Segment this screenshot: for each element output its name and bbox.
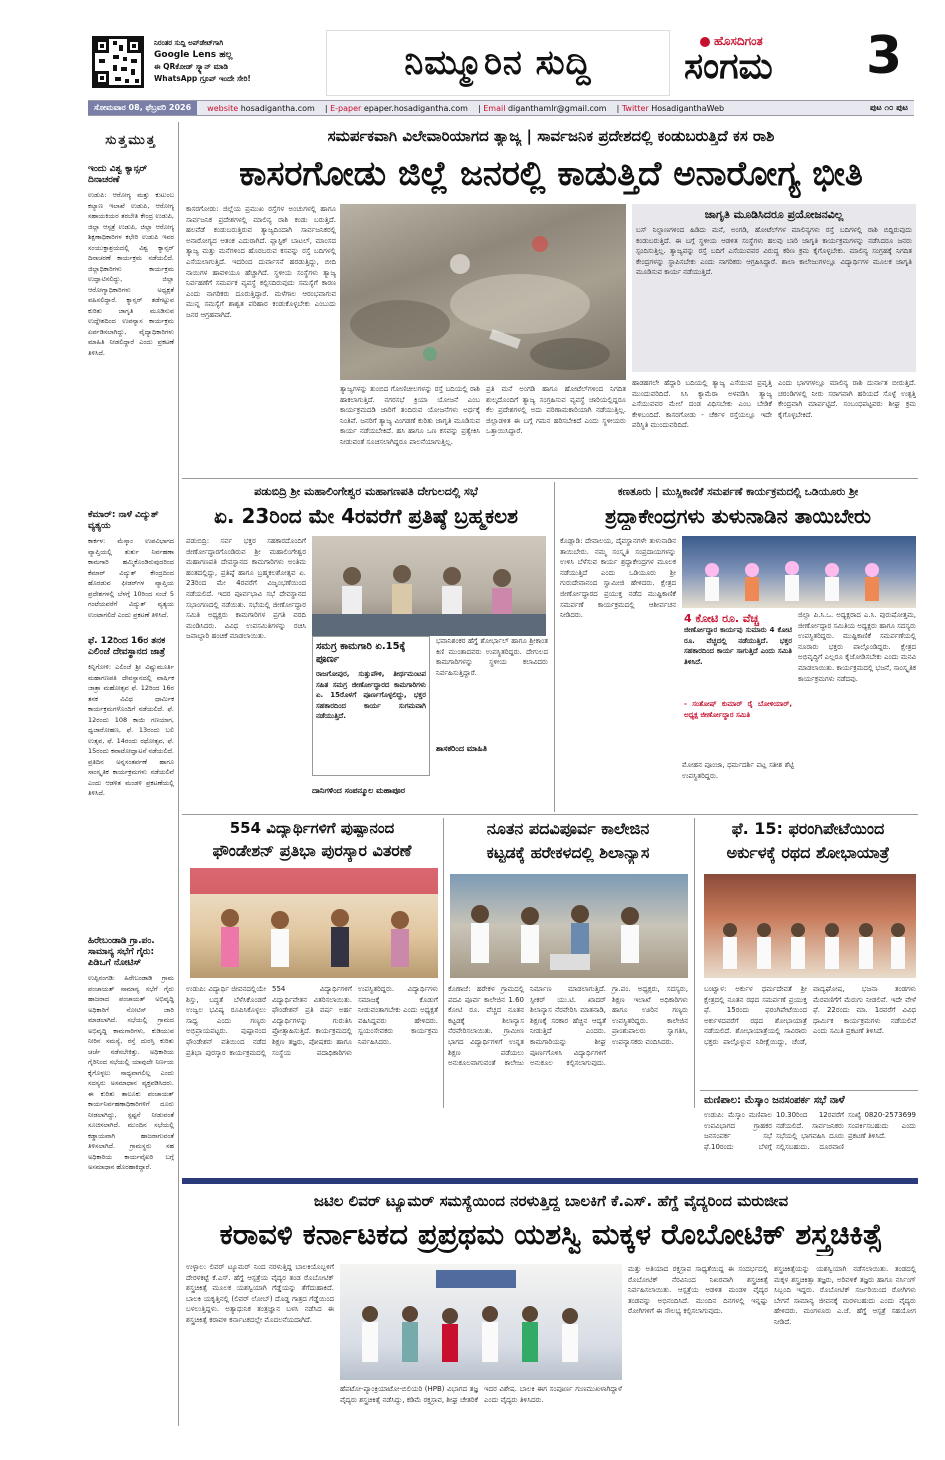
sidebar-item-head: ಹಿರೇಬಂಡಾಡಿ ಗ್ರಾ.ಪಂ. ಸಾಮಾನ್ಯ ಸಭೆಗೆ ಗೈರು: ಪಿಡಿಒಗೆ ನೋಟಿಸ್ [88, 936, 155, 968]
website-label: website [207, 103, 239, 113]
temple-text: ಪಡುಬಿದ್ರಿ: ಸರ್ವ ಭಕ್ತರ ಸಹಕಾರದೊಂದಿಗೆ ಜೀರ್ಣೋದ್ಧಾರಗೊಂಡಿರುವ ಶ್ರೀ ಮಹಾಲಿಂಗೇಶ್ವರ ಮಹಾಗಣಪತಿ ದೇವಸ್ಥಾನದ ಕಾಮಗಾರಿಗಳು ಅಂತಿಮ ಹಂತದಲ್ಲಿದ್ದು, ಪ್ರತಿಷ್ಠೆ ಹಾಗೂ ಬ್ರಹ್ಮಕಲಶೋತ್ಸವ ಏ. 23ರಿಂದ ಮೇ 4ರವರೆಗೆ ವಿಜೃಂಭಣೆಯಿಂದ ನಡೆಯಲಿದೆ. ಇದರ ಪೂರ್ವಭಾವಿ ಸಭೆ ದೇವಸ್ಥಾನದ ಸಭಾಂಗಣದಲ್ಲಿ ನಡೆಯಿತು. ಸಭೆಯಲ್ಲಿ ಜೀರ್ಣೋದ್ಧಾರ ಸಮಿತಿ ಅಧ್ಯಕ್ಷರು ಕಾಮಗಾರಿಗಳ ಪ್ರಗತಿ ವರದಿ ಮಂಡಿಸಿದರು. ವಿವಿಧ ಉಪಸಮಿತಿಗಳನ್ನು ರಚಿಸಿ ಜವಾಬ್ದಾರಿ ಹಂಚಿಕೆ ಮಾಡಲಾಯಿತು. [186, 537, 306, 641]
college-headline-2: ಕಟ್ಟಡಕ್ಕೆ ಹರೇಕಳದಲ್ಲಿ ಶಿಲಾನ್ಯಾಸ [486, 843, 650, 862]
rath-headline-2: ಅರ್ಕುಳಕ್ಕೆ ರಥದ ಶೋಭಾಯಾತ್ರೆ [726, 843, 890, 862]
garbage-photo [340, 204, 626, 380]
page-number: 3 [866, 26, 903, 86]
karkala-text: ಮೋಹನ ಪೂಂಜಾ, ಧರ್ಮದರ್ಶಿ ಪಟ್ಲ ಸತೀಶ ಶೆಟ್ಟಿ ಉಪಸ್ಥಿತರಿದ್ದರು. [682, 761, 794, 780]
section-name: ಸಂಗಮ [684, 46, 773, 87]
karkala-text: ಕೊಡ್ಲಾಡಿ: ದೇವಾಲಯ, ದೈವಸ್ಥಾನಗಳೇ ತುಳುನಾಡಿನ ತಾಯಿಬೇರು. ನಮ್ಮ ಸಂಸ್ಕೃತಿ ಸಂಪ್ರದಾಯಗಳನ್ನು ಉಳಿಸಿ ಬೆಳೆಸುವ ಕಾರ್ಯ ಶ್ರದ್ಧಾಕೇಂದ್ರಗಳ ಮೂಲಕ ನಡೆಯುತ್ತಿದೆ ಎಂದು ಒಡಿಯೂರು ಶ್ರೀ ಗುರುದೇವಾನಂದ ಸ್ವಾಮೀಜಿ ಹೇಳಿದರು. ಕ್ಷೇತ್ರದ ಜೀರ್ಣೋದ್ಧಾರದ ಪ್ರಯುಕ್ತ ನಡೆದ ಮುಷ್ಟಿಕಾಣಿಕೆ ಸಮರ್ಪಣೆ ಕಾರ್ಯಕ್ರಮದಲ್ಲಿ ಆಶೀರ್ವಚನ ನೀಡಿದರು. [560, 537, 676, 620]
masthead-title: ನಿಮ್ಮೂರಿನ ಸುದ್ದಿ [404, 43, 592, 83]
karkala-text: ಜಿಲ್ಲಾ ಪಿ.ಸಿ.ಒ. ಅಧ್ಯಕ್ಷರಾದ ಎ.ಸಿ. ಪುರುಷೋತ್ತಮ, ಜೀರ್ಣೋದ್ಧಾರ ಸಮಿತಿಯ ಅಧ್ಯಕ್ಷರು ಹಾಗೂ ಸದಸ್ಯರು ಉಪಸ್ಥಿತರಿದ್ದರು. ಮುಷ್ಟಿಕಾಣಿಕೆ ಸಮರ್ಪಣೆಯಲ್ಲಿ ನೂರಾರು ಭಕ್ತರು ಪಾಲ್ಗೊಂಡಿದ್ದರು. ಕ್ಷೇತ್ರದ ಅಭಿವೃದ್ಧಿಗೆ ಎಲ್ಲರೂ ಕೈಜೋಡಿಸಬೇಕು ಎಂದು ಮನವಿ ಮಾಡಲಾಯಿತು. ಕಾರ್ಯಕ್ರಮದಲ್ಲಿ ಭಜನೆ, ಸಾಂಸ್ಕೃತಿಕ ಕಾರ್ಯಕ್ರಮಗಳು ನಡೆದವು. [798, 611, 916, 683]
foundation-stone-icon [450, 874, 688, 978]
karkala-kicker: ಕಣತೂರು | ಮುಸ್ಲಿಕಾಣಿಕೆ ಸಮರ್ಪಣೆ ಕಾರ್ಯಕ್ರಮದಲ್ಲಿ ಒಡಿಯೂರು ಶ್ರೀ [617, 486, 859, 498]
rath-headline-1: ಫೆ. 15: ಫರಂಗಿಪೇಟೆಯಿಂದ [731, 819, 885, 838]
karkala-headline: ಶ್ರದ್ಧಾಕೇಂದ್ರಗಳು ತುಳುನಾಡಿನ ತಾಯಿಬೇರು [605, 504, 871, 528]
sidebar-item [88, 510, 174, 632]
robotic-headline: ಕರಾವಳಿ ಕರ್ನಾಟಕದ ಪ್ರಪ್ರಥಮ ಯಶಸ್ವಿ ಮಕ್ಕಳ ರೊಬೋಟಿಕ್ ಶಸ್ತ್ರಚಿಕಿತ್ಸೆ [219, 1217, 883, 1251]
lead-box-title: ಜಾಗೃತಿ ಮೂಡಿಸಿದರೂ ಪ್ರಯೋಜನವಿಲ್ಲ [704, 208, 844, 221]
sidebar-item-head: ಇಂದು ವಿಶ್ವ ಕ್ಯಾನ್ಸರ್ ದಿನಾಚರಣೆ [88, 164, 148, 185]
temple-sub-head: ದಾನಿಗಳಿಂದ ಸಂಪನ್ಮೂಲ ಮಹಾಪೂರ [312, 786, 405, 795]
lead-text: ತ್ಯಾಜ್ಯಗಳನ್ನು ತುಂಬಿದ ಗೋಣಿಚೀಲಗಳನ್ನು ರಸ್ತೆ ಬದಿಯಲ್ಲಿ ರಾಶಿ ಹಾಕಲಾಗುತ್ತಿದೆ. ನಗರಸಭೆ ಕ್ರಿಯಾ ಯೋಜನೆ ಎಂಬ ಕಾರ್ಯಕ್ರಮದಡಿ ಜಾರಿಗೆ ತಂದಿರುವ ಯೋಜನೆಗಳು ಅರ್ಧಕ್ಕೆ ನಿಂತಿವೆ. ಜನರಿಗೆ ತ್ಯಾಜ್ಯ ವಿಂಗಡಣೆ ಕುರಿತು ಜಾಗೃತಿ ಮೂಡಿಸುವ ಕಾರ್ಯ ನಡೆಯಬೇಕಿದೆ. ಹಸಿ ಹಾಗೂ ಒಣ ಕಸವನ್ನು ಪ್ರತ್ಯೇಕಿಸಿ ನೀಡುವಂತೆ ಸೂಚಿಸಲಾಗಿದ್ದರೂ ಪಾಲನೆಯಾಗುತ್ತಿಲ್ಲ. [340, 385, 480, 446]
sidebar [88, 122, 174, 1426]
sidebar-divider [178, 122, 179, 1426]
robotic-kicker: ಜಟಿಲ ಲಿವರ್ ಟ್ಯೂಮರ್ ಸಮಸ್ಯೆಯಿಂದ ನರಳುತ್ತಿದ್ದ ಬಾಲಕಿಗೆ ಕೆ.ಎಸ್. ಹೆಗ್ಡೆ ವೈದ್ಯರಿಂದ ಮರುಜೀವ [313, 1192, 789, 1210]
notice-text: ಉಡುಪಿ: ಮೆಸ್ಕಾಂ ಮಣಿಪಾಲ ಉಪವಿಭಾಗದ ಗ್ರಾಹಕರ ಜನಸಂಪರ್ಕ ಸಭೆ ಫೆ.10ರಂದು ಬೆಳಗ್ಗೆ 10.30ರಿಂದ 12ರವರೆಗೆ ನಡೆಯಲಿದೆ. ಸಾರ್ವಜನಿಕರು ಸಭೆಯಲ್ಲಿ ಭಾಗವಹಿಸಿ ದೂರು ಸಲ್ಲಿಸಬಹುದು. ದೂರವಾಣಿ ಸಂಖ್ಯೆ 0820-2573699 ಸಂಪರ್ಕಿಸಬಹುದು ಎಂದು ಪ್ರಕಟಣೆ ತಿಳಿಸಿದೆ. [704, 1111, 916, 1151]
epaper-info: | E-paper epaper.hosadigantha.com [324, 103, 468, 113]
twitter-label: Twitter [621, 103, 649, 113]
meeting-people-icon [312, 536, 546, 636]
brand-circle-icon [700, 37, 710, 47]
robotic-text: ಮತ್ತು ಅತಿಯಾದ ರಕ್ತಸ್ರಾವ ಸಾಧ್ಯತೆಯಿದ್ದ ಈ ಸಂದರ್ಭದಲ್ಲಿ ರೊಬೋಟಿಕ್ ನೆರವಿನಿಂದ ನಿಖರವಾಗಿ ಶಸ್ತ್ರಚಿಕಿತ್ಸೆ ನಿರ್ವಹಿಸಲಾಯಿತು. ಆಸ್ಪತ್ರೆಯ ಆಡಳಿತ ಮಂಡಳಿ ವೈದ್ಯರ ತಂಡವನ್ನು ಅಭಿನಂದಿಸಿದೆ. ಮುಂದಿನ ದಿನಗಳಲ್ಲಿ ಇನ್ನಷ್ಟು ರೋಗಿಗಳಿಗೆ ಈ ಸೌಲಭ್ಯ ಕಲ್ಪಿಸಲಾಗುವುದು. [628, 1265, 768, 1316]
temple-text: ಭವಾನಿಶಂಕರ ಹೆಗ್ಡೆ ಶೋರ್ಭಾಲ್ ಹಾಗೂ ಶ್ರೀಕಾಂತ ಕಿಣಿ ಮುಂತಾದವರು ಉಪಸ್ಥಿತರಿದ್ದರು. ದೇಗುಲದ ಕಾಮಗಾರಿಗಳನ್ನು ಸ್ಥಳೀಯ ಕಲಾವಿದರು ನಿರ್ವಹಿಸುತ್ತಿದ್ದಾರೆ. [436, 637, 548, 677]
sidebar-title [88, 122, 174, 158]
scholarship-photo [190, 868, 438, 978]
bottom-bar [182, 1178, 918, 1184]
scholarship-headline-2: ಫೌಂಡೇಶನ್ ಪ್ರತಿಭಾ ಪುರಸ್ಕಾರ ವಿತರಣೆ [212, 841, 412, 860]
rath-photo [704, 874, 916, 978]
lead-text: ಪ್ರತಿ ಮನೆ ಅಂಗಡಿ ಹಾಗೂ ಹೋಟೆಲ್‌ಗಳಿಂದ ನಿಗದಿತ ಶುಲ್ಕದೊಂದಿಗೆ ತ್ಯಾಜ್ಯ ಸಂಗ್ರಹಿಸುವ ವ್ಯವಸ್ಥೆ ಜಾರಿಯಲ್ಲಿದ್ದರೂ ಕೆಲ ಪ್ರದೇಶಗಳಲ್ಲಿ ಅದು ಪರಿಣಾಮಕಾರಿಯಾಗಿ ನಡೆಯುತ್ತಿಲ್ಲ. ಜಿಲ್ಲಾಡಳಿತ ಈ ಬಗ್ಗೆ ಗಮನ ಹರಿಸಬೇಕಿದೆ ಎಂದು ಸ್ಥಳೀಯರು ಒತ್ತಾಯಿಸಿದ್ದಾರೆ. [486, 385, 626, 436]
info-bar [88, 100, 914, 116]
temple-sub-head: ಶಾಸಕರಿಂದ ಮಾಹಿತಿ [436, 744, 487, 753]
robotic-text: ಉಳ್ಳಾಲ: ಲಿವರ್ ಟ್ಯೂಮರ್ ನಿಂದ ನರಳುತ್ತಿದ್ದ ಬಾಲಕಿಯೊಬ್ಬಳಿಗೆ ದೇರಳಕಟ್ಟೆ ಕೆ.ಎಸ್. ಹೆಗ್ಡೆ ಆಸ್ಪತ್ರೆಯ ವೈದ್ಯರ ತಂಡ ರೊಬೋಟಿಕ್ ಶಸ್ತ್ರಚಿಕಿತ್ಸೆ ಮೂಲಕ ಯಶಸ್ವಿಯಾಗಿ ಗೆಡ್ಡೆಯನ್ನು ತೆಗೆದುಹಾಕಿದೆ. ಬಾಲಕಿ ಯಕೃತ್ತಿನಲ್ಲಿ (ಲಿವರ್ ಲೋಬ್) ದೊಡ್ಡ ಗಾತ್ರದ ಗೆಡ್ಡೆಯಿಂದ ಬಳಲುತ್ತಿದ್ದಳು. ಅತ್ಯಾಧುನಿಕ ತಂತ್ರಜ್ಞಾನ ಬಳಸಿ ನಡೆಸಿದ ಈ ಶಸ್ತ್ರಚಿಕಿತ್ಸೆ ಕರಾವಳಿ ಕರ್ನಾಟಕದಲ್ಲೇ ಮೊದಲನೆಯದಾಗಿದೆ. [186, 1263, 334, 1324]
scholarship-headline-1: 554 ವಿದ್ಯಾರ್ಥಿಗಳಿಗೆ ಪುಷ್ಪಾನಂದ [229, 819, 395, 837]
twitter-info: | Twitter HosadiganthaWeb [616, 103, 725, 113]
sidebar-item-text: ಕಾರ್ಕಳ: ಮೆಸ್ಕಾಂ ಉಪವಿಭಾಗದ ವ್ಯಾಪ್ತಿಯಲ್ಲಿ ತುರ್ತು ನಿರ್ವಹಣಾ ಕಾಮಗಾರಿ ಹಮ್ಮಿಕೊಂಡಿರುವುದರಿಂದ ಕೆಮಾರ್ ವಿದ್ಯುತ್ ಕೇಂದ್ರದಿಂದ ಹೊರಡುವ ಫೀಡರ್‌ಗಳ ವ್ಯಾಪ್ತಿಯ ಪ್ರದೇಶಗಳಲ್ಲಿ ಬೆಳಗ್ಗೆ 10ರಿಂದ ಸಂಜೆ 5 ಗಂಟೆಯವರೆಗೆ ವಿದ್ಯುತ್ ವ್ಯತ್ಯಯ ಉಂಟಾಗಲಿದೆ ಎಂದು ಪ್ರಕಟಣೆ ತಿಳಿಸಿದೆ. [88, 537, 174, 619]
stage-event-icon [682, 536, 916, 608]
lead-text: ಕಾಸರಗೋಡು: ಜಿಲ್ಲೆಯ ಪ್ರಮುಖ ರಸ್ತೆಗಳ ಅಂಚುಗಳಲ್ಲಿ ಹಾಗೂ ಸಾರ್ವಜನಿಕ ಪ್ರದೇಶಗಳಲ್ಲಿ ಮಾಲಿನ್ಯ ರಾಶಿ ಕಂಡು ಬರುತ್ತಿದೆ. ಹಲವೆಡೆ ಕಂಡುಬರುತ್ತಿರುವ ತ್ಯಾಜ್ಯದಿಂದಾಗಿ ಸಾರ್ವಜನಿಕರಲ್ಲಿ ಅನಾರೋಗ್ಯದ ಆತಂಕ ಎದುರಾಗಿದೆ. ಪ್ಲಾಸ್ಟಿಕ್ ಬಾಟಲ್, ಮಾಂಸದ ತ್ಯಾಜ್ಯ ಮತ್ತು ಮನೆಗಳಿಂದ ಹೊರಬರುವ ಕಸವನ್ನು ರಸ್ತೆ ಬದಿಗಳಲ್ಲಿ ಎಸೆಯಲಾಗುತ್ತಿದೆ. ಇದರಿಂದ ದುರ್ವಾಸನೆ ಹರಡುತ್ತಿದ್ದು, ಬೀದಿ ನಾಯಿಗಳ ಹಾವಳಿಯೂ ಹೆಚ್ಚಾಗಿದೆ. ಸ್ಥಳೀಯ ಸಂಸ್ಥೆಗಳು ತ್ಯಾಜ್ಯ ನಿರ್ವಹಣೆಗೆ ಸಮರ್ಪಕ ವ್ಯವಸ್ಥೆ ಕಲ್ಪಿಸದಿರುವುದು ಸಮಸ್ಯೆಗೆ ಕಾರಣ ಎಂದು ನಾಗರಿಕರು ದೂರುತ್ತಿದ್ದಾರೆ. ಮಳೆಗಾಲ ಆರಂಭವಾಗುವ ಮುನ್ನ ಸಮಸ್ಯೆಗೆ ಶಾಶ್ವತ ಪರಿಹಾರ ಕಂಡುಕೊಳ್ಳಬೇಕು ಎಂಬುದು ಜನರ ಆಗ್ರಹವಾಗಿದೆ. [186, 205, 336, 319]
lead-headline: ಕಾಸರಗೋಡು ಜಿಲ್ಲೆ ಜನರಲ್ಲಿ ಕಾಡುತ್ತಿದೆ ಅನಾರೋಗ್ಯ ಭೀತಿ [239, 154, 863, 194]
qr-code-icon [95, 39, 141, 85]
column-divider [554, 482, 555, 812]
temple-box-title: ಸಮಗ್ರ ಕಾಮಗಾರಿ ಏ.15ಕ್ಕೆ ಪೂರ್ಣ [316, 641, 406, 665]
temple-meeting-photo [312, 536, 546, 636]
college-foundation-photo [450, 874, 688, 978]
sidebar-item [88, 936, 174, 1373]
qr-line: Google Lens ಹಲ್ಲ [154, 49, 233, 60]
procession-group-icon [704, 874, 916, 978]
sidebar-item [88, 636, 174, 932]
notice-divider [700, 1090, 918, 1091]
robotic-text: ಶಸ್ತ್ರಚಿಕಿತ್ಸೆಯನ್ನು ಯಶಸ್ವಿಯಾಗಿ ನಡೆಸಲಾಯಿತು. ತಂಡದಲ್ಲಿ ಮಕ್ಕಳ ಶಸ್ತ್ರಚಿಕಿತ್ಸಾ ತಜ್ಞರು, ಅರಿವಳಿಕೆ ತಜ್ಞರು ಹಾಗೂ ನರ್ಸಿಂಗ್ ಸಿಬ್ಬಂದಿ ಇದ್ದರು. ರೊಬೋಟಿಕ್ ಸರ್ಜರಿಯಿಂದ ರೋಗಿಗಳು ಬೇಗನೆ ಸಾಮಾನ್ಯ ಜೀವನಕ್ಕೆ ಮರಳಬಹುದು ಎಂದು ವೈದ್ಯರು ಹೇಳಿದರು. ಮಂಗಳೂರು ಎ.ಜೆ. ಹೆಗ್ಡೆ ಆಸ್ಪತ್ರೆ ಸಹಯೋಗ ನೀಡಿದೆ. [774, 1265, 916, 1326]
section-divider [182, 814, 918, 815]
qr-line: WhatsApp ಗ್ರೂಪ್ ಇಂದೇ ಸೇರಿ! [154, 73, 251, 83]
epaper-link[interactable]: epaper.hosadigantha.com [363, 103, 468, 113]
sidebar-item-text: ಉಪ್ಪಿನಂಗಡಿ: ಹಿರೇಬಂಡಾಡಿ ಗ್ರಾಮ ಪಂಚಾಯತ್ ಸಾಮಾನ್ಯ ಸಭೆಗೆ ಗೈರು ಹಾಜರಾದ ಪಂಚಾಯತ್ ಅಭಿವೃದ್ಧಿ ಅಧಿಕಾರಿಗೆ ನೋಟಿಸ್ ಜಾರಿ ಮಾಡಲಾಗಿದೆ. ಸಭೆಯಲ್ಲಿ ಗ್ರಾಮದ ಅಭಿವೃದ್ಧಿ ಕಾಮಗಾರಿಗಳು, ಕುಡಿಯುವ ನೀರಿನ ಸಮಸ್ಯೆ, ರಸ್ತೆ ದುರಸ್ತಿ ಕುರಿತು ಚರ್ಚೆ ನಡೆಸಬೇಕಿತ್ತು. ಅಧಿಕಾರಿಯ ಗೈರಿನಿಂದ ಸಭೆಯಲ್ಲಿ ಯಾವುದೇ ನಿರ್ಣಯ ಕೈಗೊಳ್ಳಲು ಸಾಧ್ಯವಾಗಲಿಲ್ಲ ಎಂದು ಸದಸ್ಯರು ಅಸಮಾಧಾನ ವ್ಯಕ್ತಪಡಿಸಿದರು. ಈ ಕುರಿತು ತಾಲೂಕು ಪಂಚಾಯತ್ ಕಾರ್ಯನಿರ್ವಹಣಾಧಿಕಾರಿಗಳಿಗೆ ದೂರು ನೀಡಲಾಗಿದ್ದು, ಸ್ಪಷ್ಟನೆ ನೀಡುವಂತೆ ಸೂಚಿಸಲಾಗಿದೆ. ಮುಂದಿನ ಸಭೆಯಲ್ಲಿ ಕಡ್ಡಾಯವಾಗಿ ಹಾಜರಾಗುವಂತೆ ತಿಳಿಸಲಾಗಿದೆ. ಗ್ರಾಮಸ್ಥರು ಸಹ ಅಧಿಕಾರಿಯ ಕಾರ್ಯವೈಖರಿ ಬಗ್ಗೆ ಅಸಮಾಧಾನ ಹೊರಹಾಕಿದ್ದಾರೆ. [88, 974, 174, 1171]
temple-kicker: ಪಡುಬಿದ್ರಿ ಶ್ರೀ ಮಹಾಲಿಂಗೇಶ್ವರ ಮಹಾಗಣಪತಿ ದೇಗುಲದಲ್ಲಿ ಸಭೆ [254, 485, 478, 498]
karkala-box [682, 610, 794, 744]
karkala-box-text: ಜೀರ್ಣೋದ್ಧಾರ ಕಾರ್ಯವು ಸುಮಾರು 4 ಕೋಟಿ ರೂ. ವೆಚ್ಚದಲ್ಲಿ ನಡೆಯುತ್ತಿದೆ. ಭಕ್ತರ ಸಹಕಾರದಿಂದ ಕಾರ್ಯ ಸಾಗುತ್ತಿದೆ ಎಂದು ಸಮಿತಿ ತಿಳಿಸಿದೆ. [684, 626, 792, 666]
robotic-team-photo [340, 1264, 622, 1380]
column-divider [443, 818, 444, 1108]
email-label: Email [483, 103, 506, 113]
notice-title: ಮಣಿಪಾಲ: ಮೆಸ್ಕಾಂ ಜನಸಂಪರ್ಕ ಸಭೆ ನಾಳೆ [704, 1095, 845, 1106]
column-divider [694, 818, 695, 1108]
lead-text: ಹಾಡಹಗಲೇ ಹೆದ್ದಾರಿ ಬದಿಯಲ್ಲಿ ತ್ಯಾಜ್ಯ ಎಸೆಯುವ ಪ್ರವೃತ್ತಿ ಮುಂದುವರಿದಿದೆ. ಸಿಸಿ ಕ್ಯಾಮೆರಾ ಅಳವಡಿಸಿ ತ್ಯಾಜ್ಯ ಎಸೆಯುವವರ ಮೇಲೆ ದಂಡ ವಿಧಿಸಬೇಕು ಎಂಬ ಬೇಡಿಕೆ ಕೇಳಿಬಂದಿದೆ. ಕಾಸರಗೋಡು - ಚೆರ್ಕಳ ರಸ್ತೆಯಲ್ಲೂ ಇದೇ ಪರಿಸ್ಥಿತಿ ಮುಂದುವರಿದಿದೆ. [632, 379, 772, 430]
temple-headline: ಏ. 23ರಿಂದ ಮೇ 4ರವರೆಗೆ ಪ್ರತಿಷ್ಠೆ ಬ್ರಹ್ಮಕಲಶ [213, 504, 519, 528]
sidebar-item-head: ಫೆ. 12ರಿಂದ 16ರ ತನಕ ಎಲಿಂಜೆ ದೇವಸ್ಥಾನದ ಜಾತ್ರೆ [88, 636, 166, 657]
scholarship-text: ಉಡುಪಿ: ವಿದ್ಯಾರ್ಥಿ ಜೀವನದಲ್ಲಿಯೇ ಶಿಸ್ತು, ಬದ್ಧತೆ ಬೆಳೆಸಿಕೊಂಡರೆ ಉಜ್ವಲ ಭವಿಷ್ಯ ರೂಪಿಸಿಕೊಳ್ಳಲು ಸಾಧ್ಯ ಎಂದು ಗಣ್ಯರು ಅಭಿಪ್ರಾಯಪಟ್ಟರು. ಪುಷ್ಪಾನಂದ ಫೌಂಡೇಶನ್ ವತಿಯಿಂದ ನಡೆದ ಪ್ರತಿಭಾ ಪುರಸ್ಕಾರ ಕಾರ್ಯಕ್ರಮದಲ್ಲಿ 554 ವಿದ್ಯಾರ್ಥಿಗಳಿಗೆ ವಿದ್ಯಾರ್ಥಿವೇತನ ವಿತರಿಸಲಾಯಿತು. ಫೌಂಡೇಶನ್ ಪ್ರತಿ ವರ್ಷ ಅರ್ಹ ವಿದ್ಯಾರ್ಥಿಗಳನ್ನು ಗುರುತಿಸಿ ಪ್ರೋತ್ಸಾಹಿಸುತ್ತಿದೆ. ಕಾರ್ಯಕ್ರಮದಲ್ಲಿ ಶಿಕ್ಷಣ ತಜ್ಞರು, ಪೋಷಕರು ಹಾಗೂ ಸಂಸ್ಥೆಯ ಪದಾಧಿಕಾರಿಗಳು ಉಪಸ್ಥಿತರಿದ್ದರು. ವಿದ್ಯಾರ್ಥಿಗಳು ಸಮಾಜಕ್ಕೆ ಕೊಡುಗೆ ನೀಡುವಂತಾಗಬೇಕು ಎಂದು ಅಧ್ಯಕ್ಷತೆ ವಹಿಸಿದ್ದವರು ಹೇಳಿದರು. ಸ್ವಯಂಸೇವಕರು ಕಾರ್ಯಕ್ರಮ ನಿರ್ವಹಿಸಿದರು. [186, 985, 438, 1057]
email-info: | Email diganthamlr@gmail.com [477, 103, 607, 113]
karkala-box-title: 4 ಕೋಟಿ ರೂ. ವೆಚ್ಚ [684, 612, 760, 625]
award-ceremony-icon [190, 868, 438, 978]
temple-box [312, 636, 430, 776]
qr-instructions [154, 38, 324, 84]
temple-box-text: ರಾಜಗೋಪುರ, ಸುತ್ತುಪೌಳಿ, ತೀರ್ಥಮಂಟಪ ಸಹಿತ ಸಮಗ್ರ ಜೀರ್ಣೋದ್ಧಾರದ ಕಾಮಗಾರಿಗಳು ಏ. 15ರೊಳಗೆ ಪೂರ್ಣಗೊಳ್ಳಲಿದ್ದು, ಭಕ್ತರ ಸಹಕಾರದಿಂದ ಕಾರ್ಯ ಸುಗಮವಾಗಿ ನಡೆಯುತ್ತಿದೆ. [316, 670, 426, 721]
qr-line: ಈ QRಕೋಡ್ ಸ್ಕ್ಯಾನ್ ಮಾಡಿ [154, 62, 229, 71]
sidebar-item-text: ಕಿನ್ನಿಗೋಳಿ: ಎಲಿಂಜೆ ಶ್ರೀ ವಿಷ್ಣುಮೂರ್ತಿ ಮಹಾಗಣಪತಿ ದೇವಸ್ಥಾನದಲ್ಲಿ ವಾರ್ಷಿಕ ಜಾತ್ರಾ ಮಹೋತ್ಸವ ಫೆ. 12ರಿಂದ 16ರ ತನಕ ವಿವಿಧ ಧಾರ್ಮಿಕ ಕಾರ್ಯಕ್ರಮಗಳೊಂದಿಗೆ ನಡೆಯಲಿದೆ. ಫೆ. 12ರಂದು 108 ಕಾಯಿ ಗಣಯಾಗ, ಧ್ವಜಾರೋಹಣ, ಫೆ. 13ರಂದು ಬಲಿ ಉತ್ಸವ, ಫೆ. 14ರಂದು ರಥೋತ್ಸವ, ಫೆ. 15ರಂದು ಕವಾಟೋದ್ಘಾಟನೆ ನಡೆಯಲಿದೆ. ಪ್ರತಿದಿನ ಅನ್ನಸಂತರ್ಪಣೆ ಹಾಗೂ ಸಾಂಸ್ಕೃತಿಕ ಕಾರ್ಯಕ್ರಮಗಳು ನಡೆಯಲಿವೆ ಎಂದು ಆಡಳಿತ ಮಂಡಳಿ ಪ್ರಕಟಣೆಯಲ್ಲಿ ತಿಳಿಸಿದೆ. [88, 663, 174, 797]
rath-text: ಬಂಟ್ವಾಳ: ಅರ್ಕುಳ ಧರ್ಮದೇವತೆ ಶ್ರೀ ಕ್ಷೇತ್ರದಲ್ಲಿ ನೂತನ ರಥದ ಸಮರ್ಪಣೆ ಪ್ರಯುಕ್ತ ಫೆ. 15ರಂದು ಫರಂಗಿಪೇಟೆಯಿಂದ ಅರ್ಕುಳದವರೆಗೆ ರಥದ ಶೋಭಾಯಾತ್ರೆ ನಡೆಯಲಿದೆ. ಶೋಭಾಯಾತ್ರೆಯಲ್ಲಿ ಸಾವಿರಾರು ಭಕ್ತರು ಪಾಲ್ಗೊಳ್ಳುವ ನಿರೀಕ್ಷೆಯಿದ್ದು, ಚೆಂಡೆ, ವಾದ್ಯಘೋಷ, ಭಜನಾ ತಂಡಗಳು ಮೆರವಣಿಗೆಗೆ ಮೆರುಗು ನೀಡಲಿವೆ. ಇದೇ ವೇಳೆ ಫೆ. 22ರಂದು ಮಾ. 1ರವರೆಗೆ ವಿವಿಧ ಧಾರ್ಮಿಕ ಕಾರ್ಯಕ್ರಮಗಳು ನಡೆಯಲಿವೆ ಎಂದು ಸಮಿತಿ ಪ್ರಕಟಣೆ ತಿಳಿಸಿದೆ. [704, 985, 916, 1046]
email-link[interactable]: diganthamlr@gmail.com [507, 103, 607, 113]
sidebar-item-text: ಉಡುಪಿ: ಆರೋಗ್ಯ ಮತ್ತು ಕುಟುಂಬ ಕಲ್ಯಾಣ ಇಲಾಖೆ ಉಡುಪಿ, ಆರೋಗ್ಯ ಸಹಾಯಕಿಯರ ತರಬೇತಿ ಕೇಂದ್ರ ಉಡುಪಿ, ಜಿಲ್ಲಾ ಆಸ್ಪತ್ರೆ ಉಡುಪಿ, ಜಿಲ್ಲಾ ಆರೋಗ್ಯ ಶಿಕ್ಷಣಾಧಿಕಾರಿಗಳ ಕಛೇರಿ ಉಡುಪಿ ಇವರ ಸಂಯುಕ್ತಾಶ್ರಯದಲ್ಲಿ ವಿಶ್ವ ಕ್ಯಾನ್ಸರ್ ದಿನಾಚರಣೆ ಕಾರ್ಯಕ್ರಮ ನಡೆಯಲಿದೆ. ಜಿಲ್ಲಾಧಿಕಾರಿಗಳು ಕಾರ್ಯಕ್ರಮ ಉದ್ಘಾಟಿಸಲಿದ್ದು, ಜಿಲ್ಲಾ ಆರೋಗ್ಯಾಧಿಕಾರಿಗಳು ಅಧ್ಯಕ್ಷತೆ ವಹಿಸಲಿದ್ದಾರೆ. ಕ್ಯಾನ್ಸರ್ ತಡೆಗಟ್ಟುವ ಕುರಿತು ಜಾಗೃತಿ ಮೂಡಿಸುವ ಉದ್ದೇಶದಿಂದ ಉಪನ್ಯಾಸ ಕಾರ್ಯಕ್ರಮ ಏರ್ಪಡಿಸಲಾಗಿದ್ದು, ವೈದ್ಯಾಧಿಕಾರಿಗಳು ಮಾಹಿತಿ ನೀಡಲಿದ್ದಾರೆ ಎಂದು ಪ್ರಕಟಣೆ ತಿಳಿಸಿದೆ. [88, 191, 174, 357]
website-info [197, 104, 315, 113]
karkala-box-byline: - ಸಂತೋಷ್ ಕುಮಾರ್ ರೈ ಬೋಳಿಯಾರ್, ಅಧ್ಯಕ್ಷ ಜೀರ್ಣೋದ್ಧಾರ ಸಮಿತಿ [684, 700, 792, 719]
qr-line: ನಿರಂತರ ಸುದ್ದಿ ಅಪ್‌ಡೇಟ್‌ಗಾಗಿ [154, 39, 224, 47]
college-headline-1: ನೂತನ ಪದವಿಪೂರ್ವ ಕಾಲೇಜಿನ [486, 819, 650, 838]
twitter-link[interactable]: HosadiganthaWeb [651, 103, 725, 113]
issue-date: ಸೋಮವಾರ 08, ಫೆಬ್ರವರಿ 2026 [88, 101, 197, 115]
sidebar-item-head: ಕೆಮಾರ್: ನಾಳೆ ವಿದ್ಯುತ್ ವ್ಯತ್ಯಯ [88, 510, 159, 531]
section-divider [182, 478, 918, 479]
lead-text: ಎಂದು ಭಾಗಗಳಲ್ಲೂ ಮಾಲಿನ್ಯ ರಾಶಿ ದುರ್ನಾತ ಬೀರುತ್ತಿದೆ. ಚರಂಡಿಗಳಲ್ಲಿ ನೀರು ಸರಾಗವಾಗಿ ಹರಿಯದೆ ಸೊಳ್ಳೆ ಉತ್ಪತ್ತಿ ಕೇಂದ್ರವಾಗಿ ಮಾರ್ಪಟ್ಟಿದೆ. ಸಂಬಂಧಪಟ್ಟವರು ಶೀಘ್ರ ಕ್ರಮ ಕೈಗೊಳ್ಳಬೇಕಿದೆ. [778, 379, 916, 419]
garbage-heap-icon [340, 204, 626, 380]
robotic-text: ಹೆಪಟೋ-ಪ್ಯಾಂಕ್ರಿಯಾಟೋ-ಬಿಲಿಯರಿ (HPB) ವಿಭಾಗದ ತಜ್ಞ ವೈದ್ಯರು ಶಸ್ತ್ರಚಿಕಿತ್ಸೆ ನಡೆಸಿದ್ದು, ಕಡಿಮೆ ರಕ್ತಸ್ರಾವ, ಶೀಘ್ರ ಚೇತರಿಕೆ ಇದರ ವಿಶೇಷ. ಬಾಲಕಿ ಈಗ ಸಂಪೂರ್ಣ ಗುಣಮುಖಳಾಗಿದ್ದಾಳೆ ಎಂದು ವೈದ್ಯರು ತಿಳಿಸಿದರು. [340, 1385, 622, 1404]
qr-code[interactable] [92, 36, 144, 88]
sidebar-title-text: ಸುತ್ತಮುತ್ತ [105, 132, 157, 148]
website-link[interactable]: hosadigantha.com [240, 103, 315, 113]
page-count: ಪುಟ ೧೦ ಪುಟ [869, 103, 908, 112]
medical-team-icon [340, 1264, 622, 1380]
sidebar-item [88, 164, 174, 506]
epaper-label: E-paper [330, 103, 362, 113]
masthead-title-box [326, 30, 670, 96]
college-text: ಕೊಣಾಜೆ: ಹರೇಕಳ ಗ್ರಾಮದಲ್ಲಿ ಪದವಿ ಪೂರ್ವ ಕಾಲೇಜಿನ 1.60 ಕೋಟಿ ರೂ. ವೆಚ್ಚದ ನೂತನ ಕಟ್ಟಡಕ್ಕೆ ಶಿಲಾನ್ಯಾಸ ನೆರವೇರಿಸಲಾಯಿತು. ಗ್ರಾಮೀಣ ಭಾಗದ ವಿದ್ಯಾರ್ಥಿಗಳಿಗೆ ಉನ್ನತ ಶಿಕ್ಷಣ ಪಡೆಯಲು ಅನುಕೂಲವಾಗುವಂತೆ ಕಾಲೇಜು ನಿರ್ಮಾಣ ಮಾಡಲಾಗುತ್ತಿದೆ. ಸ್ಪೀಕರ್ ಯು.ಟಿ. ಖಾದರ್ ಶಿಲಾನ್ಯಾಸ ನೆರವೇರಿಸಿ ಮಾತನಾಡಿ, ಶಿಕ್ಷಣಕ್ಕೆ ಸರಕಾರ ಹೆಚ್ಚಿನ ಆದ್ಯತೆ ನೀಡುತ್ತಿದೆ ಎಂದರು. ಕಾಮಗಾರಿಯನ್ನು ಶೀಘ್ರ ಪೂರ್ಣಗೊಳಿಸಿ ವಿದ್ಯಾರ್ಥಿಗಳಿಗೆ ಅನುಕೂಲ ಕಲ್ಪಿಸಲಾಗುವುದು. ಗ್ರಾ.ಪಂ. ಅಧ್ಯಕ್ಷರು, ಸದಸ್ಯರು, ಶಿಕ್ಷಣ ಇಲಾಖೆ ಅಧಿಕಾರಿಗಳು ಹಾಗೂ ಊರಿನ ಗಣ್ಯರು ಉಪಸ್ಥಿತರಿದ್ದರು. ಕಾಲೇಜಿನ ಪ್ರಾಂಶುಪಾಲರು ಸ್ವಾಗತಿಸಿ, ಉಪನ್ಯಾಸಕರು ವಂದಿಸಿದರು. [448, 985, 688, 1068]
lead-box [632, 204, 916, 372]
lead-kicker: ಸಮರ್ಪಕವಾಗಿ ವಿಲೇವಾರಿಯಾಗದ ತ್ಯಾಜ್ಯ | ಸಾರ್ವಜನಿಕ ಪ್ರದೇಶದಲ್ಲಿ ಕಂಡುಬರುತ್ತಿದೆ ಕಸ ರಾಶಿ [327, 127, 775, 145]
karkala-event-photo [682, 536, 916, 608]
lead-box-text: ಬಸ್ ನಿಲ್ದಾಣಗಳಿಂದ ಹಿಡಿದು ಮನೆ, ಅಂಗಡಿ, ಹೋಟೆಲ್‌ಗಳ ಮಾಲಿನ್ಯಗಳು ರಸ್ತೆ ಬದಿಗಳಲ್ಲಿ ರಾಶಿ ಬಿದ್ದಿರುವುದು ಕಂಡುಬರುತ್ತಿದೆ. ಈ ಬಗ್ಗೆ ಸ್ಥಳೀಯ ಆಡಳಿತ ಸಂಸ್ಥೆಗಳು ಹಲವು ಬಾರಿ ಜಾಗೃತಿ ಕಾರ್ಯಕ್ರಮಗಳನ್ನು ನಡೆಸಿದರೂ ಜನರು ಸ್ಪಂದಿಸುತ್ತಿಲ್ಲ. ತ್ಯಾಜ್ಯವನ್ನು ರಸ್ತೆ ಬದಿಗೆ ಎಸೆಯುವವರ ವಿರುದ್ಧ ಕಠಿಣ ಕ್ರಮ ಕೈಗೊಳ್ಳಬೇಕು. ಮಾಲಿನ್ಯ ಸಂಗ್ರಹಕ್ಕೆ ನಿಗದಿತ ಕೇಂದ್ರಗಳನ್ನು ಸ್ಥಾಪಿಸಬೇಕು ಎಂದು ನಾಗರಿಕರು ಆಗ್ರಹಿಸಿದ್ದಾರೆ. ಶಾಲಾ ಕಾಲೇಜುಗಳಲ್ಲೂ ವಿದ್ಯಾರ್ಥಿಗಳ ಮೂಲಕ ಜಾಗೃತಿ ಮೂಡಿಸುವ ಕಾರ್ಯ ನಡೆಯುತ್ತಿದೆ. [636, 226, 912, 277]
brand-name: ಹೊಸದಿಗಂತ [714, 34, 763, 48]
